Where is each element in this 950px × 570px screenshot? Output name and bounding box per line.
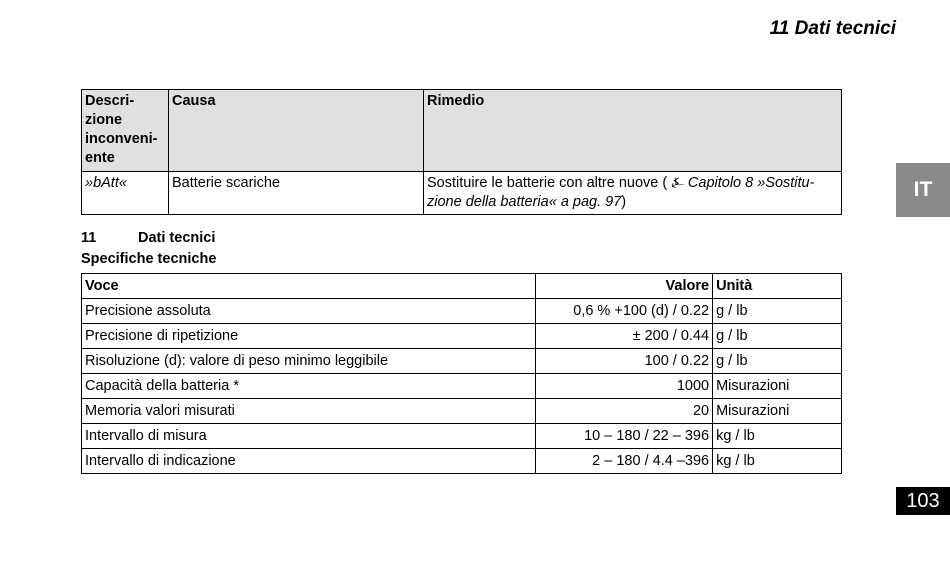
spec-name: Intervallo di misura [82,424,536,449]
spec-unit: g / lb [713,299,842,324]
table-row [82,424,842,449]
remedy-text: Sostituire le batterie con altre nuove ( [427,175,672,191]
remedy-cell [424,172,842,215]
spec-unit: Misurazioni [713,374,842,399]
remedy-text-end: ) [621,194,627,210]
table-row [82,349,842,374]
section-title: Dati tecnici [138,230,216,246]
cross-reference-icon: ⍼ [671,175,684,191]
table-row [82,299,842,324]
column-header-value: Valore [536,274,713,299]
table-header-row [82,274,842,299]
spec-name: Intervallo di indicazione [82,449,536,474]
troubleshooting-table [81,89,842,215]
spec-unit: kg / lb [713,424,842,449]
spec-unit: kg / lb [713,449,842,474]
spec-value: 1000 [536,374,713,399]
spec-unit: g / lb [713,324,842,349]
language-tab: IT [896,163,950,217]
page-number: 103 [896,487,950,515]
spec-name: Capacità della batteria * [82,374,536,399]
spec-name: Risoluzione (d): valore di peso minimo leggibile [82,349,536,374]
error-code-text: »bAtt« [85,175,127,191]
spec-value: 2 – 180 / 4.4 –396 [536,449,713,474]
table-row [82,399,842,424]
column-header-item: Voce [82,274,536,299]
spec-value: 10 – 180 / 22 – 396 [536,424,713,449]
section-heading [81,230,215,246]
specifications-table [81,273,842,474]
column-header-description: Descri- zione inconveni- ente [82,90,169,172]
spec-value: 20 [536,399,713,424]
section-number: 11 [81,230,97,246]
spec-value: 0,6 % +100 (d) / 0.22 [536,299,713,324]
running-header: 11 Dati tecnici [769,18,896,39]
spec-unit: Misurazioni [713,399,842,424]
column-header-remedy: Rimedio [424,90,842,172]
cause-cell: Batterie scariche [169,172,424,215]
spec-value: 100 / 0.22 [536,349,713,374]
column-header-cause: Causa [169,90,424,172]
spec-name: Precisione di ripetizione [82,324,536,349]
column-header-unit: Unità [713,274,842,299]
table-row [82,172,842,215]
table-row [82,449,842,474]
spec-name: Memoria valori misurati [82,399,536,424]
error-code [82,172,169,215]
table-row [82,374,842,399]
spec-value: ± 200 / 0.44 [536,324,713,349]
table-header-row [82,90,842,172]
spec-unit: g / lb [713,349,842,374]
cross-reference-link[interactable]: Capitolo 8 »Sostitu- zione della batteria« a pag. 97 [427,175,815,210]
spec-name: Precisione assoluta [82,299,536,324]
table-row [82,324,842,349]
subsection-heading: Specifiche tecniche [81,251,217,267]
